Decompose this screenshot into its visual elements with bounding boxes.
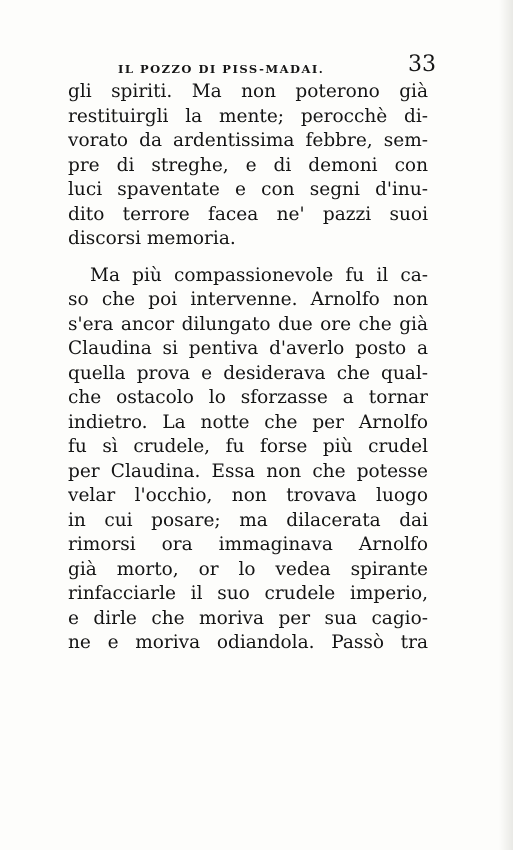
text-line: Ma più compassionevole fu il ca- <box>90 264 428 286</box>
page-number: 33 <box>408 52 436 77</box>
text-line: velar l'occhio, non trovava luogo <box>68 485 428 506</box>
running-head: IL POZZO DI PISS-MADAI. <box>118 62 325 76</box>
text-line: in cui posare; ma dilacerata dai <box>68 509 428 531</box>
paragraph <box>68 80 428 252</box>
paragraph-gap <box>68 252 428 264</box>
text-line: quella prova e desiderava che qual- <box>68 362 428 384</box>
text-line: pre di streghe, e di demoni con <box>68 154 428 176</box>
text-line: che ostacolo lo sforzasse a tornar <box>68 387 428 408</box>
text-line: so che poi intervenne. Arnolfo non <box>68 289 428 310</box>
text-line: già morto, or lo vedea spirante <box>68 558 428 580</box>
text-line: rinfacciarle il suo crudele imperio, <box>68 583 428 604</box>
page-header <box>118 52 436 82</box>
paragraph <box>68 264 428 656</box>
text-line: rimorsi ora immaginava Arnolfo <box>68 534 428 555</box>
text-line: vorato da ardentissima febbre, sem- <box>68 130 428 151</box>
text-line: Claudina si pentiva d'averlo posto a <box>68 338 428 359</box>
page-edge-shadow <box>499 0 513 850</box>
text-line: dito terrore facea ne' pazzi suoi <box>68 203 428 225</box>
text-line: luci spaventate e con segni d'inu- <box>68 179 428 200</box>
text-line: per Claudina. Essa non che potesse <box>68 460 428 482</box>
text-line: discorsi memoria. <box>68 228 236 249</box>
text-line: restituirgli la mente; perocchè di- <box>68 105 428 127</box>
text-line: indietro. La notte che per Arnolfo <box>68 411 428 433</box>
text-line: gli spiriti. Ma non poterono già <box>68 81 428 102</box>
text-line: ne e moriva odiandola. Passò tra <box>68 632 428 653</box>
text-line: fu sì crudele, fu forse più crudel <box>68 436 428 457</box>
text-line: e dirle che moriva per sua cagio- <box>68 607 428 629</box>
body-text <box>68 80 428 656</box>
text-line: s'era ancor dilungato due ore che già <box>68 313 428 335</box>
